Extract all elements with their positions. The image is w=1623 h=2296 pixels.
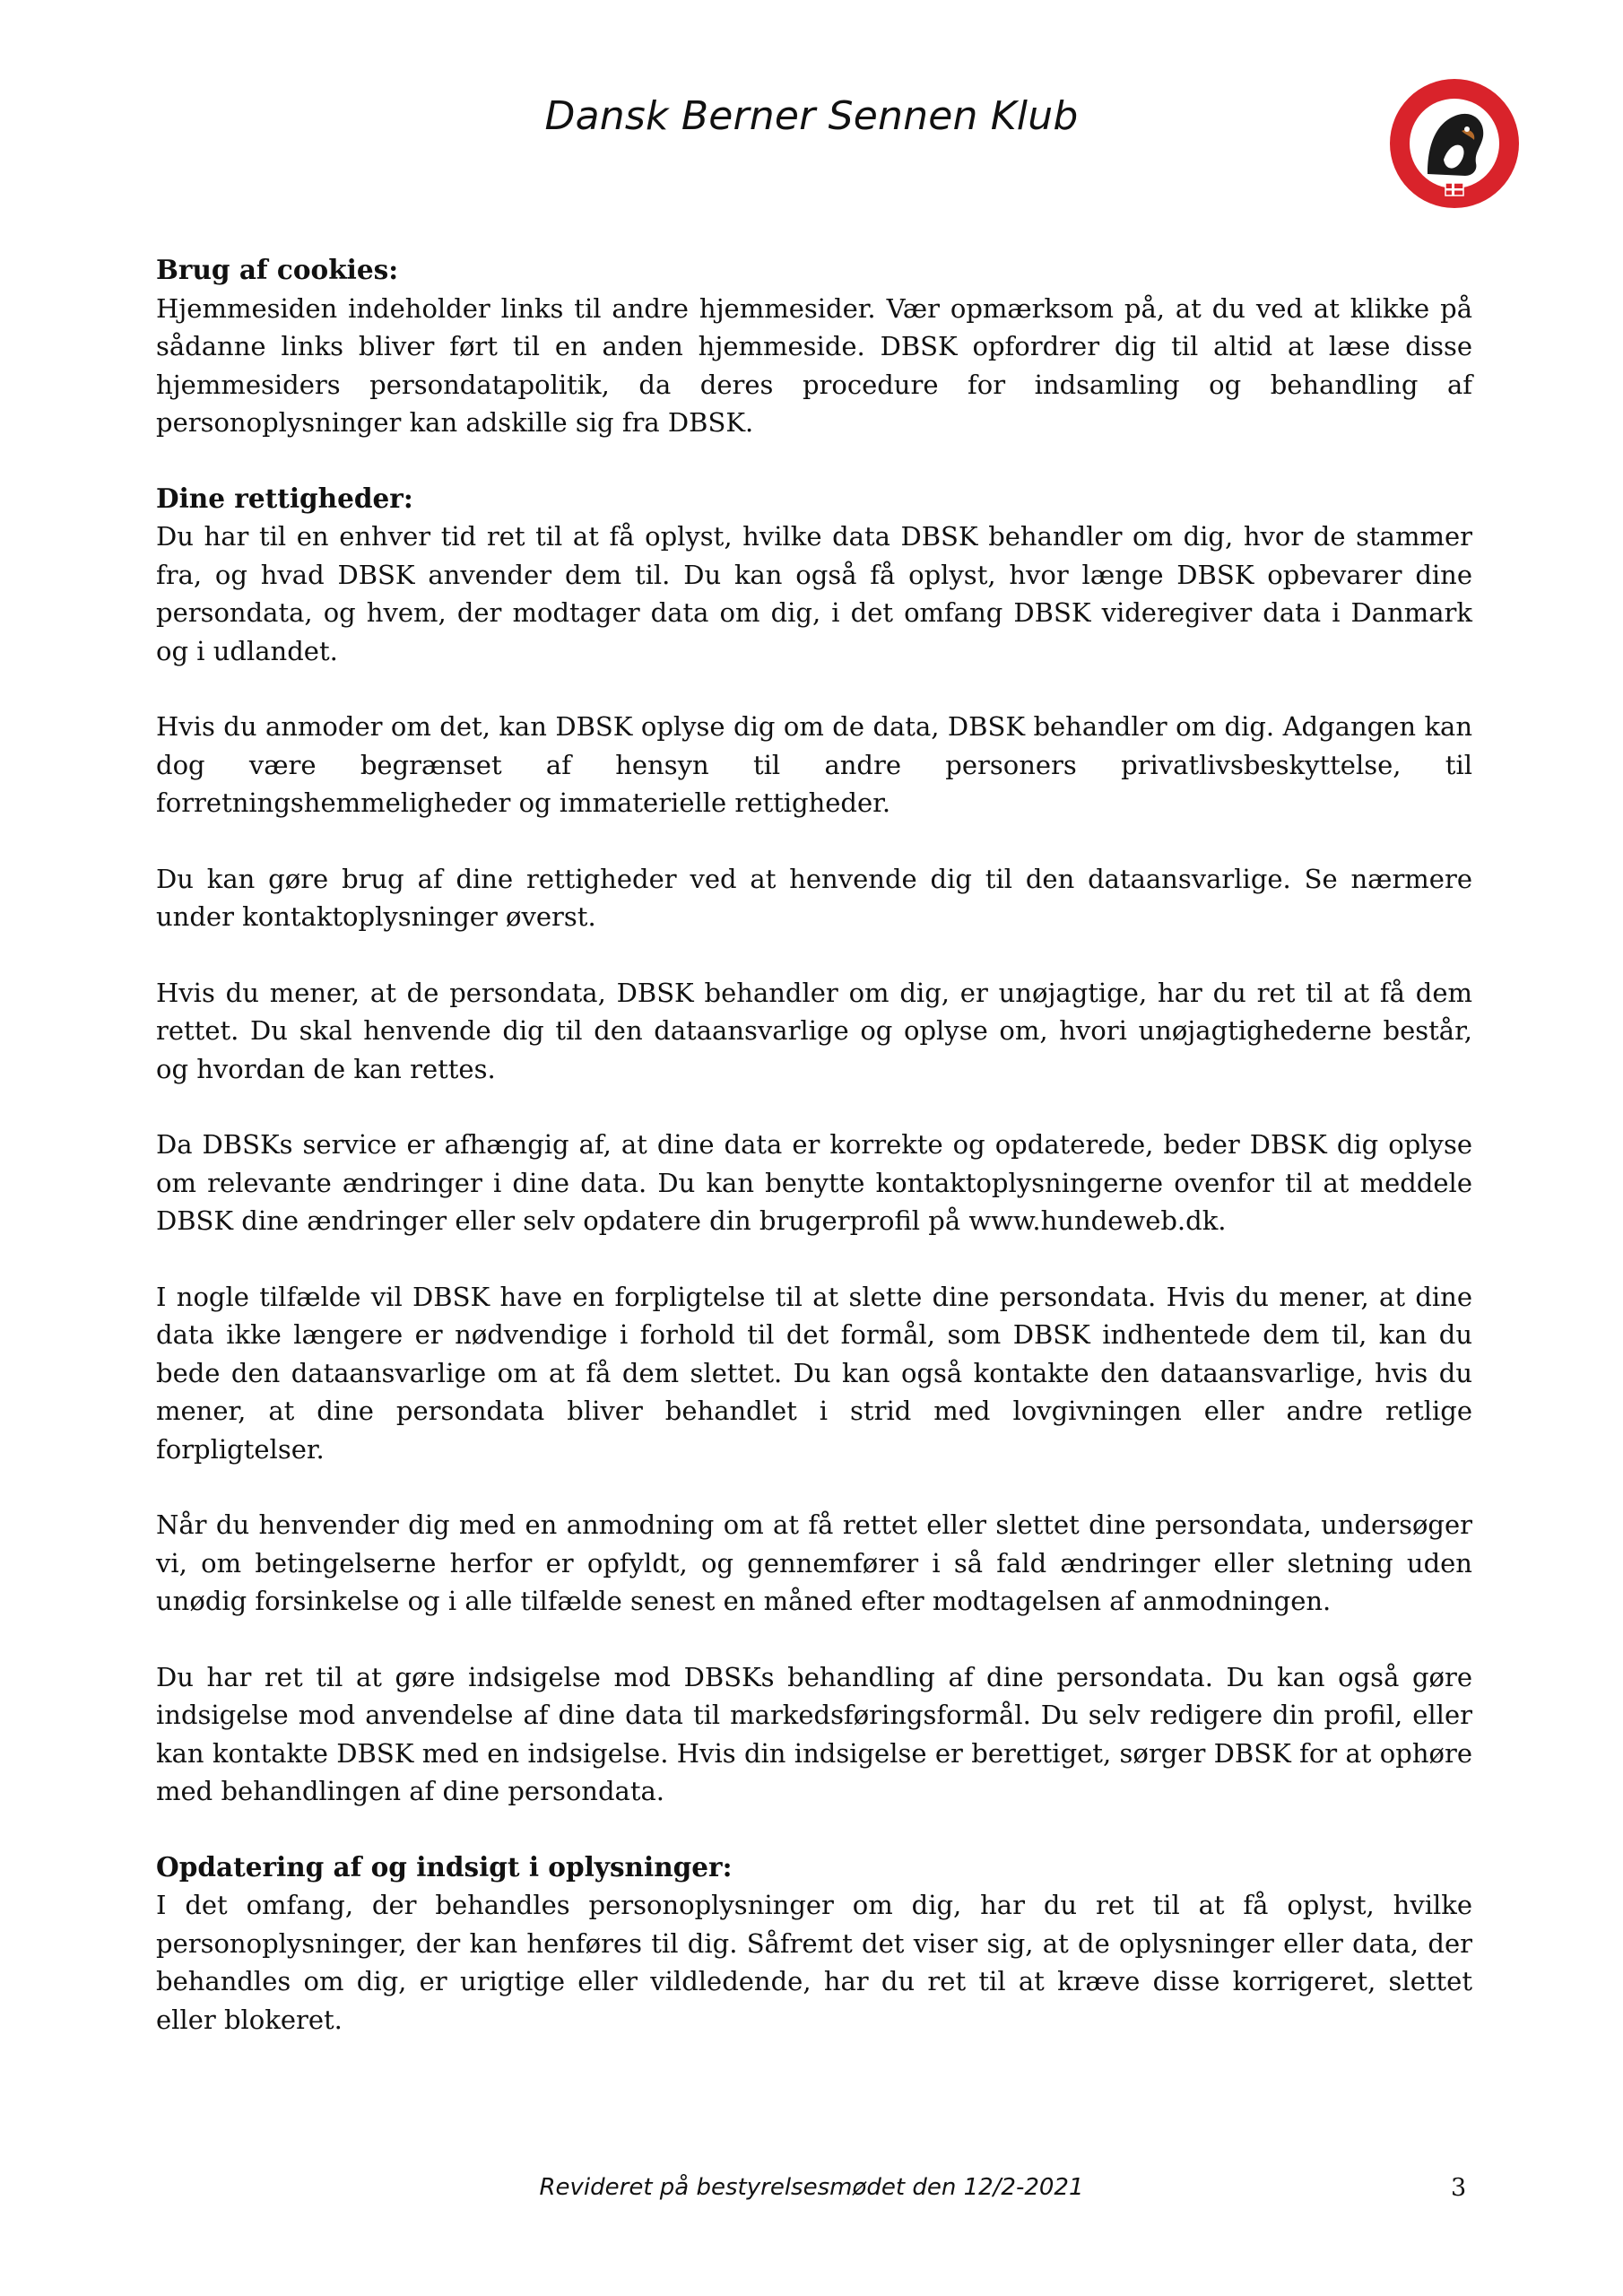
paragraph: Hvis du anmoder om det, kan DBSK oplyse dig om de data, DBSK behandler om dig. Adgangen kan dog være begrænset af hensyn til andre personers privatlivsbeskyttelse, til forretningshemmeligheder og immaterielle rettigheder. (156, 711, 1472, 818)
paragraph: Hvis du mener, at de persondata, DBSK behandler om dig, er unøjagtige, har du ret til at få dem rettet. Du skal henvende dig til den dataansvarlige og oplyse om, hvori unøjagtighederne består, og hvordan de kan rettes. (156, 977, 1472, 1084)
section-cookies (156, 251, 1472, 442)
club-logo-emblem (1388, 77, 1521, 210)
club-logo (1388, 77, 1521, 210)
paragraph: Du har til en enhver tid ret til at få oplyst, hvilke data DBSK behandler om dig, hvor de stammer fra, og hvad DBSK anvender dem til. Du kan også få oplyst, hvor længe DBSK opbevarer dine persondata, og hvem, der modtager data om dig, i det omfang DBSK videregiver data i Danmark og i udlandet. (156, 521, 1472, 666)
section-update (156, 1848, 1472, 2039)
page-number: 3 (1451, 2174, 1467, 2202)
paragraph: Du kan gøre brug af dine rettigheder ved at henvende dig til den dataansvarlige. Se nærmere under kontaktoplysninger øverst. (156, 863, 1472, 932)
paragraph: I nogle tilfælde vil DBSK have en forpligtelse til at slette dine persondata. Hvis du mener, at dine data ikke længere er nødvendige i forhold til det formål, som DBSK indhentede dem til, kan du bede den dataansvarlige om at få dem slettet. Du kan også kontakte den dataansvarlige, hvis du mener, at dine persondata bliver behandlet i strid med lovgivningen eller andre retlige forpligtelser. (156, 1281, 1472, 1465)
footer-revision-note: Revideret på bestyrelsesmødet den 12/2-2021 (539, 2174, 1084, 2201)
paragraph: Du har ret til at gøre indsigelse mod DBSKs behandling af dine persondata. Du kan også gøre indsigelse mod anvendelse af dine data til markedsføringsformål. Du selv redigere din profil, eller kan kontakte DBSK med en indsigelse. Hvis din indsigelse er berettiget, sørger DBSK for at ophøre med behandlingen af dine persondata. (156, 1661, 1472, 1806)
section-heading-rights: Dine rettigheder: (156, 482, 413, 514)
paragraph: Hjemmesiden indeholder links til andre hjemmesider. Vær opmærksom på, at du ved at klikke på sådanne links bliver ført til en anden hjemmeside. DBSK opfordrer dig til altid at læse disse hjemmesiders persondatapolitik, da deres procedure for indsamling og behandling af personoplysninger kan adskille sig fra DBSK. (156, 292, 1472, 438)
page-header-title: Dansk Berner Sennen Klub (544, 93, 1079, 139)
section-rights (156, 480, 1472, 1811)
section-heading-update: Opdatering af og indsigt i oplysninger: (156, 1850, 733, 1883)
paragraph: I det omfang, der behandles personoplysninger om dig, har du ret til at få oplyst, hvilke personoplysninger, der kan henføres til dig. Såfremt det viser sig, at de oplysninger eller data, der behandles om dig, er urigtige eller vildledende, har du ret til at kræve disse korrigeret, slettet eller blokeret. (156, 1890, 1472, 2035)
document-body (156, 251, 1472, 2076)
section-heading-cookies: Brug af cookies: (156, 254, 399, 285)
paragraph: Når du henvender dig med en anmodning om at få rettet eller slettet dine persondata, undersøger vi, om betingelserne herfor er opfyldt, og gennemfører i så fald ændringer eller sletning uden unødig forsinkelse og i alle tilfælde senest en måned efter modtagelsen af anmodningen. (156, 1509, 1472, 1616)
paragraph: Da DBSKs service er afhængig af, at dine data er korrekte og opdaterede, beder DBSK dig oplyse om relevante ændringer i dine data. Du kan benytte kontaktoplysningerne ovenfor til at meddele DBSK dine ændringer eller selv opdatere din brugerprofil på www.hundeweb.dk. (156, 1129, 1472, 1236)
